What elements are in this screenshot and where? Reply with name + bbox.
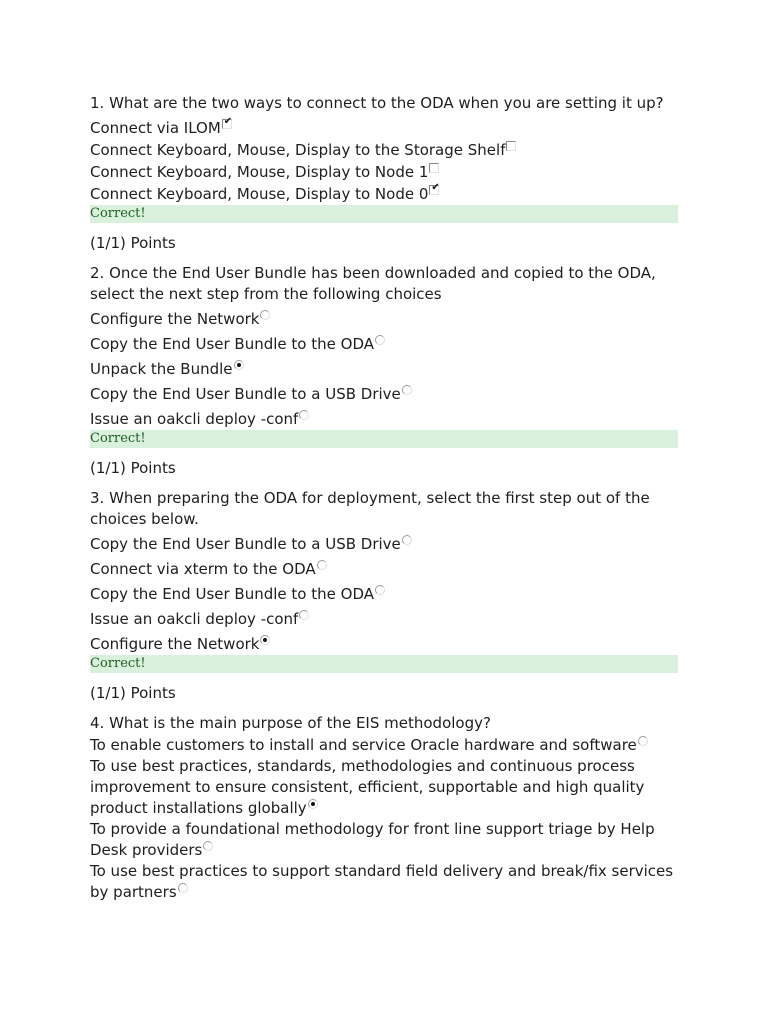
option[interactable] [90, 384, 678, 405]
radio-button[interactable] [317, 560, 327, 570]
question-3 [90, 488, 678, 704]
radio-button[interactable] [638, 736, 648, 746]
option[interactable] [90, 735, 678, 756]
option-label: Configure the Network [90, 310, 260, 328]
option-label: Connect Keyboard, Mouse, Display to Node 0 [90, 185, 429, 203]
option[interactable] [90, 584, 678, 605]
checkbox[interactable] [222, 116, 233, 129]
option-label: Connect via ILOM [90, 119, 221, 137]
option[interactable] [90, 634, 678, 655]
option-label: Connect Keyboard, Mouse, Display to Node 1 [90, 163, 429, 181]
checkmark-icon: ✔ [223, 116, 233, 127]
option-label: Unpack the Bundle [90, 360, 233, 378]
option[interactable] [90, 359, 678, 380]
option[interactable] [90, 162, 678, 183]
quiz-results [90, 93, 678, 903]
option[interactable] [90, 559, 678, 580]
feedback-correct: Correct! [90, 655, 678, 673]
question-2 [90, 263, 678, 479]
option-label: Copy the End User Bundle to the ODA [90, 335, 374, 353]
question-text: 2. Once the End User Bundle has been downloaded and copied to the ODA, select the next step from the following choices [90, 264, 656, 303]
checkbox[interactable] [429, 163, 439, 173]
question-text: 1. What are the two ways to connect to the ODA when you are setting it up? [90, 94, 664, 112]
option[interactable] [90, 118, 678, 139]
radio-button[interactable] [299, 610, 309, 620]
radio-button[interactable] [299, 410, 309, 420]
radio-dot-icon [263, 638, 267, 642]
radio-button[interactable] [178, 883, 188, 893]
option[interactable] [90, 534, 678, 555]
option[interactable] [90, 309, 678, 330]
points-score: (1/1) Points [90, 234, 176, 252]
option[interactable] [90, 334, 678, 355]
option-label: Configure the Network [90, 635, 260, 653]
radio-button[interactable] [260, 635, 270, 645]
question-text: 3. When preparing the ODA for deployment, select the first step out of the choices below. [90, 489, 650, 528]
option-label: Connect Keyboard, Mouse, Display to the Storage Shelf [90, 141, 506, 159]
option-label: To provide a foundational methodology for front line support triage by Help Desk providers [90, 820, 655, 859]
option-label: Copy the End User Bundle to the ODA [90, 585, 374, 603]
checkmark-icon: ✔ [431, 182, 440, 193]
option-label: Connect via xterm to the ODA [90, 560, 316, 578]
points-score: (1/1) Points [90, 459, 176, 477]
option-label: To use best practices, standards, methodologies and continuous process improvement to ensure consistent, efficient, supportable and high quality product installations globally [90, 757, 645, 817]
option-label: To use best practices to support standard field delivery and break/fix services by partners [90, 862, 674, 901]
option-label: Copy the End User Bundle to a USB Drive [90, 385, 401, 403]
radio-button[interactable] [260, 310, 270, 320]
option[interactable] [90, 184, 678, 205]
option[interactable] [90, 756, 678, 819]
radio-dot-icon [237, 363, 241, 367]
points-score: (1/1) Points [90, 684, 176, 702]
radio-button[interactable] [308, 799, 318, 809]
option-label: To enable customers to install and service Oracle hardware and software [90, 736, 637, 754]
question-text: 4. What is the main purpose of the EIS methodology? [90, 714, 491, 732]
radio-button[interactable] [375, 585, 385, 595]
question-4 [90, 713, 678, 903]
radio-button[interactable] [402, 535, 412, 545]
option[interactable] [90, 409, 678, 430]
radio-button[interactable] [203, 841, 213, 851]
radio-button[interactable] [375, 335, 385, 345]
option-label: Issue an oakcli deploy -conf [90, 610, 299, 628]
option[interactable] [90, 140, 678, 161]
checkbox[interactable] [506, 141, 516, 151]
feedback-correct: Correct! [90, 205, 678, 223]
option-label: Copy the End User Bundle to a USB Drive [90, 535, 401, 553]
option-label: Issue an oakcli deploy -conf [90, 410, 299, 428]
radio-button[interactable] [234, 360, 244, 370]
question-1 [90, 93, 678, 254]
radio-button[interactable] [402, 385, 412, 395]
option[interactable] [90, 861, 678, 903]
checkbox[interactable] [429, 182, 440, 195]
radio-dot-icon [311, 802, 315, 806]
feedback-correct: Correct! [90, 430, 678, 448]
option[interactable] [90, 609, 678, 630]
option[interactable] [90, 819, 678, 861]
